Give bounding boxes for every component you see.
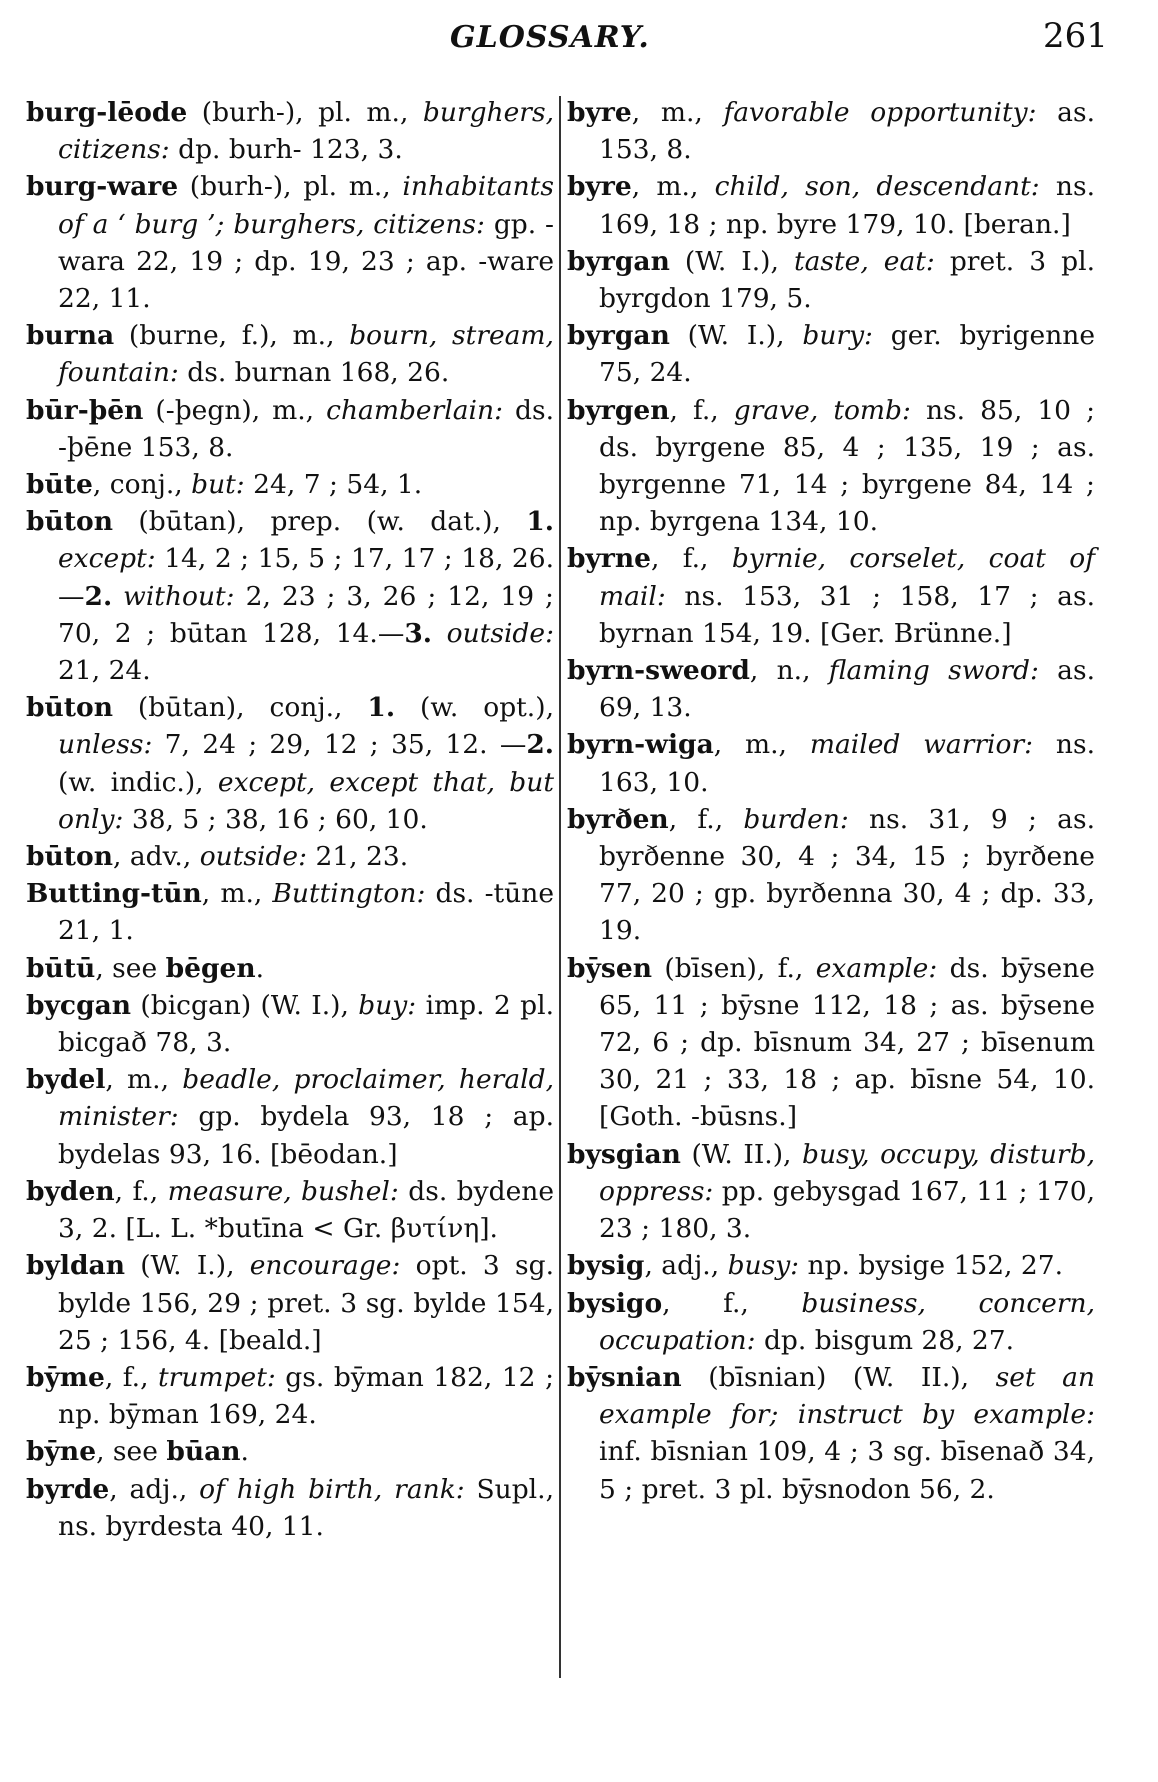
- entry-text: [432, 618, 447, 649]
- glossary-entry: [26, 689, 554, 838]
- glossary-entry: [567, 540, 1095, 652]
- headword: byrgen: [567, 394, 670, 426]
- entry-text: (w. indic.),: [58, 766, 218, 798]
- entry-text: (bīsen), f.,: [651, 952, 816, 984]
- bold-ref: 3.: [404, 617, 433, 649]
- glossary-entry: [567, 168, 1095, 242]
- entry-text: imp. 2 pl. bicgað 78, 3.: [58, 989, 555, 1059]
- entry-text: (būtan), prep. (w. dat.),: [112, 506, 527, 538]
- gloss-text: busy:: [727, 1250, 800, 1282]
- entry-text: [112, 581, 123, 612]
- entry-text: 2, 23 ; 3, 26 ; 12, 19 ; 70, 2 ; būtan 128, 14.—: [58, 580, 554, 649]
- entry-text: dp. burh- 123, 3.: [169, 134, 403, 166]
- glossary-entry: [26, 1173, 554, 1247]
- entry-text: ds. bȳsene 65, 11 ; bȳsne 112, 18 ; as. bȳsene 72, 6 ; dp. bīsnum 34, 27 ; bīsenum 30, 21 ; 33, 18 ; ap. bīsne 54, 10. [Goth. -būsns.]: [599, 952, 1095, 1133]
- entry-text: ns. 153, 31 ; 158, 17 ; as. byrnan 154, 19. [Ger. Brünne.]: [599, 580, 1095, 649]
- gloss-text: but:: [191, 469, 245, 501]
- entry-text: as. 153, 8.: [599, 97, 1095, 166]
- headword: byre: [567, 97, 632, 128]
- gloss-text: encourage:: [249, 1250, 401, 1282]
- gloss-text: Buttington:: [272, 878, 426, 910]
- gloss-text: measure, bushel:: [167, 1175, 399, 1207]
- entry-text: , see: [95, 952, 166, 984]
- gloss-text: buy:: [358, 989, 417, 1021]
- entry-text: Supl., ns. byrdesta 40, 11.: [58, 1473, 555, 1542]
- glossary-entry: [26, 1433, 554, 1470]
- entry-text: , m.,: [201, 878, 273, 910]
- entry-text: pret. 3 pl. byrgdon 179, 5.: [599, 245, 1095, 315]
- headword: byrde: [26, 1473, 110, 1505]
- entry-text: , n.,: [749, 655, 829, 687]
- headword: byrne: [567, 543, 652, 575]
- headword: byrgan: [567, 245, 670, 277]
- column-divider: [559, 96, 561, 1678]
- entry-text: 7, 24 ; 29, 12 ; 35, 12. —: [152, 729, 527, 761]
- glossary-entry: [26, 466, 554, 503]
- entry-text: inf. bīsnian 109, 4 ; 3 sg. bīsenað 34, 5 ; pret. 3 pl. bȳsnodon 56, 2.: [599, 1436, 1095, 1505]
- headword: byrn-wiga: [567, 729, 714, 761]
- entry-text: opt. 3 sg. bylde 156, 29 ; pret. 3 sg. bylde 154, 25 ; 156, 4. [beald.]: [58, 1250, 554, 1356]
- page-number: 261: [1043, 16, 1108, 56]
- entry-text: , f.,: [669, 394, 734, 426]
- gloss-text: except, except that, but only:: [58, 766, 554, 835]
- entry-text: .: [240, 1436, 249, 1468]
- headword: bysig: [567, 1250, 645, 1282]
- glossary-entry: [26, 317, 554, 391]
- gloss-text: set an example for; instruct by example:: [599, 1361, 1095, 1431]
- entry-text: 21, 24.: [58, 655, 151, 687]
- entry-text: , m.,: [713, 729, 810, 761]
- entry-text: gp. bydela 93, 18 ; ap. bydelas 93, 16. [bēodan.]: [58, 1101, 554, 1170]
- glossary-entry: [26, 838, 554, 875]
- entry-text: (W. I.),: [669, 245, 794, 277]
- entry-text: gs. bȳman 182, 12 ; np. bȳman 169, 24.: [58, 1361, 555, 1431]
- entry-text: , f.,: [114, 1175, 168, 1207]
- headword: Butting-tūn: [26, 878, 202, 910]
- glossary-entry: [26, 950, 554, 987]
- entry-text: , adj.,: [109, 1473, 200, 1505]
- entry-text: ns. 31, 9 ; as. byrðenne 30, 4 ; 34, 15 ; byrðene 77, 20 ; gp. byrðenna 30, 4 ; dp. 33, 19.: [599, 803, 1095, 947]
- headword: burna: [26, 320, 115, 352]
- glossary-entry: [567, 1285, 1095, 1359]
- gloss-text: except:: [58, 543, 156, 575]
- entry-text: (burne, f.), m.,: [114, 320, 350, 352]
- glossary-entry: [26, 94, 554, 168]
- entry-text: ds. bydene 3, 2. [L. L. *butīna < Gr. βυτίνη].: [58, 1175, 555, 1245]
- entry-text: 14, 2 ; 15, 5 ; 17, 17 ; 18, 26.—: [58, 543, 554, 612]
- glossary-entry: [567, 652, 1095, 726]
- headword: byden: [26, 1175, 115, 1207]
- entry-text: , f.,: [104, 1361, 159, 1393]
- entry-text: (būtan), conj.,: [112, 692, 368, 724]
- headword: bȳme: [26, 1361, 105, 1393]
- running-title: GLOSSARY.: [450, 20, 650, 55]
- entry-text: ns. 169, 18 ; np. byre 179, 10. [beran.]: [599, 171, 1096, 240]
- entry-text: 21, 23.: [307, 841, 409, 873]
- entry-text: (burh-), pl. m.,: [187, 97, 423, 128]
- headword: burg-lēode: [26, 97, 188, 128]
- gloss-text: beadle, proclaimer, herald, minister:: [58, 1064, 554, 1133]
- gloss-text: grave, tomb:: [733, 394, 911, 426]
- gloss-text: without:: [123, 580, 235, 612]
- entry-text: , m.,: [631, 171, 715, 203]
- gloss-text: flaming sword:: [828, 655, 1039, 687]
- glossary-entry: [567, 1247, 1095, 1284]
- bold-ref: būan: [166, 1436, 241, 1468]
- page-header: [0, 14, 1158, 64]
- glossary-entry: [567, 317, 1095, 391]
- entry-text: pp. gebysgad 167, 11 ; 170, 23 ; 180, 3.: [599, 1175, 1095, 1245]
- headword: bȳsnian: [567, 1361, 682, 1393]
- entry-text: (-þegn), m.,: [143, 394, 327, 426]
- glossary-entry: [26, 1471, 554, 1545]
- headword: bysigo: [567, 1287, 663, 1319]
- entry-text: ds. -þēne 153, 8.: [58, 394, 554, 463]
- gloss-text: child, son, descendant:: [714, 171, 1040, 203]
- entry-text: 38, 5 ; 38, 16 ; 60, 10.: [123, 803, 428, 835]
- entry-text: (W. II.),: [680, 1138, 803, 1170]
- gloss-text: busy, occupy, disturb, oppress:: [599, 1138, 1095, 1207]
- entry-text: 24, 7 ; 54, 1.: [244, 469, 423, 501]
- entry-text: np. bysige 152, 27.: [799, 1250, 1064, 1282]
- glossary-entry: [26, 168, 554, 317]
- entry-text: .: [255, 952, 265, 984]
- gloss-text: business, concern, occupation:: [599, 1287, 1095, 1356]
- glossary-entry: [567, 801, 1095, 950]
- entry-text: , f.,: [668, 803, 744, 835]
- glossary-entry: [567, 726, 1095, 800]
- entry-text: ds. -tūne 21, 1.: [58, 878, 554, 947]
- entry-text: , see: [96, 1436, 167, 1468]
- entry-text: ns. 85, 10 ; ds. byrgene 85, 4 ; 135, 19 ; as. byrgenne 71, 14 ; byrgene 84, 14 ; np. byrgena 134, 10.: [599, 394, 1096, 538]
- entry-text: (bīsnian) (W. II.),: [681, 1361, 996, 1393]
- gloss-text: burden:: [743, 803, 849, 835]
- glossary-entry: [26, 875, 554, 949]
- entry-text: as. 69, 13.: [599, 655, 1095, 724]
- headword: byrn-sweord: [567, 655, 750, 687]
- headword: būte: [26, 469, 93, 501]
- glossary-entry: [26, 392, 554, 466]
- glossary-entry: [567, 950, 1095, 1136]
- gloss-text: bury:: [802, 320, 873, 352]
- headword: byldan: [26, 1250, 125, 1282]
- entry-text: , conj.,: [92, 469, 192, 501]
- gloss-text: chamberlain:: [326, 394, 504, 426]
- entry-text: , m.,: [105, 1064, 183, 1096]
- headword: byrgan: [567, 320, 670, 352]
- headword: bȳsen: [567, 952, 652, 984]
- headword: bȳne: [26, 1436, 97, 1468]
- gloss-text: bourn, stream, fountain:: [58, 320, 554, 389]
- gloss-text: burghers, citizens:: [58, 97, 554, 166]
- bold-ref: 2.: [526, 729, 554, 761]
- entry-text: (burh-), pl. m.,: [178, 171, 403, 203]
- left-column: [26, 94, 554, 1545]
- entry-text: ds. burnan 168, 26.: [178, 357, 450, 389]
- glossary-entry: [26, 503, 554, 689]
- entry-text: (w. opt.),: [395, 692, 554, 724]
- entry-text: (W. I.),: [124, 1250, 250, 1282]
- gloss-text: taste, eat:: [793, 245, 935, 277]
- glossary-entry: [567, 243, 1095, 317]
- glossary-entry: [567, 1136, 1095, 1248]
- headword: bycgan: [26, 989, 132, 1021]
- entry-text: gp. -wara 22, 19 ; dp. 19, 23 ; ap. -ware 22, 11.: [58, 208, 554, 315]
- bold-ref: bēgen: [165, 952, 256, 984]
- entry-text: , f.,: [662, 1287, 802, 1319]
- entry-text: ns. 163, 10.: [599, 729, 1096, 798]
- entry-text: (bicgan) (W. I.),: [131, 989, 359, 1021]
- entry-text: , adv.,: [112, 841, 200, 873]
- glossary-entry: [567, 392, 1095, 541]
- headword: burg-ware: [26, 171, 179, 203]
- headword: byrðen: [567, 803, 669, 835]
- glossary-entry: [26, 1061, 554, 1173]
- entry-text: (W. I.),: [669, 320, 803, 352]
- gloss-text: unless:: [58, 729, 153, 761]
- bold-ref: 2.: [84, 580, 113, 612]
- right-column: [567, 94, 1095, 1508]
- bold-ref: 1.: [367, 692, 396, 724]
- headword: bydel: [26, 1064, 106, 1096]
- entry-text: , m.,: [631, 97, 724, 128]
- gloss-text: byrnie, corselet, coat of mail:: [599, 543, 1095, 612]
- glossary-entry: [26, 1359, 554, 1433]
- gloss-text: favorable opportunity:: [723, 97, 1037, 128]
- headword: byre: [567, 171, 632, 203]
- gloss-text: outside:: [199, 841, 308, 873]
- gloss-text: of high birth, rank:: [199, 1473, 465, 1505]
- headword: bysgian: [567, 1138, 681, 1170]
- entry-text: , f.,: [651, 543, 732, 575]
- gloss-text: inhabitants of a ‘ burg ’; burghers, citizens:: [58, 171, 554, 240]
- glossary-entry: [26, 987, 554, 1061]
- glossary-entry: [26, 1247, 554, 1359]
- entry-text: dp. bisgum 28, 27.: [755, 1324, 1015, 1356]
- gloss-text: example:: [815, 952, 938, 984]
- glossary-entry: [567, 1359, 1095, 1508]
- headword: būtū: [26, 952, 96, 984]
- headword: būton: [26, 692, 113, 724]
- headword: būton: [26, 841, 113, 873]
- headword: būton: [26, 506, 113, 538]
- gloss-text: outside:: [446, 617, 554, 649]
- glossary-entry: [567, 94, 1095, 168]
- bold-ref: 1.: [526, 506, 554, 538]
- entry-text: ger. byrigenne 75, 24.: [599, 320, 1096, 389]
- headword: būr-þēn: [26, 394, 144, 426]
- gloss-text: trumpet:: [158, 1361, 276, 1393]
- entry-text: , adj.,: [644, 1250, 728, 1282]
- gloss-text: mailed warrior:: [809, 729, 1034, 761]
